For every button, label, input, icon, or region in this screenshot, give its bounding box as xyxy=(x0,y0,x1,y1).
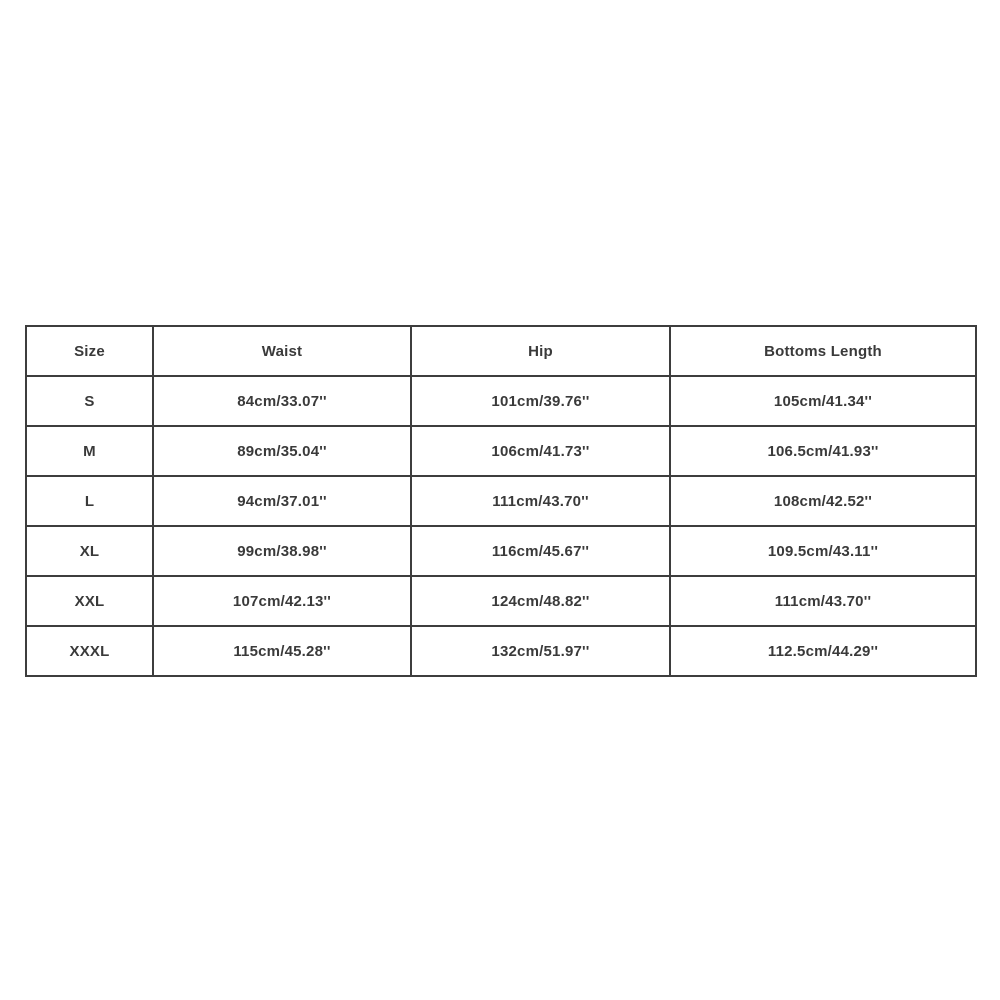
size-chart xyxy=(25,325,975,675)
table-row-s xyxy=(26,376,976,426)
waist-value: 99cm/38.98'' xyxy=(153,526,411,576)
table-row-l xyxy=(26,476,976,526)
column-header-bottoms-length: Bottoms Length xyxy=(670,326,976,376)
hip-value: 132cm/51.97'' xyxy=(411,626,670,676)
column-header-waist: Waist xyxy=(153,326,411,376)
bottoms-length-value: 111cm/43.70'' xyxy=(670,576,976,626)
table-row-xxl xyxy=(26,576,976,626)
size-label: XXXL xyxy=(26,626,153,676)
header-row xyxy=(26,326,976,376)
table-row-xl xyxy=(26,526,976,576)
table-row-m xyxy=(26,426,976,476)
hip-value: 116cm/45.67'' xyxy=(411,526,670,576)
bottoms-length-value: 105cm/41.34'' xyxy=(670,376,976,426)
waist-value: 94cm/37.01'' xyxy=(153,476,411,526)
size-label: L xyxy=(26,476,153,526)
bottoms-length-value: 109.5cm/43.11'' xyxy=(670,526,976,576)
waist-value: 84cm/33.07'' xyxy=(153,376,411,426)
size-chart-table xyxy=(25,325,977,677)
size-chart-body xyxy=(26,376,976,676)
size-chart-header xyxy=(26,326,976,376)
waist-value: 115cm/45.28'' xyxy=(153,626,411,676)
size-label: XL xyxy=(26,526,153,576)
hip-value: 101cm/39.76'' xyxy=(411,376,670,426)
size-label: S xyxy=(26,376,153,426)
bottoms-length-value: 108cm/42.52'' xyxy=(670,476,976,526)
hip-value: 124cm/48.82'' xyxy=(411,576,670,626)
size-label: XXL xyxy=(26,576,153,626)
waist-value: 107cm/42.13'' xyxy=(153,576,411,626)
table-row-xxxl xyxy=(26,626,976,676)
waist-value: 89cm/35.04'' xyxy=(153,426,411,476)
hip-value: 111cm/43.70'' xyxy=(411,476,670,526)
hip-value: 106cm/41.73'' xyxy=(411,426,670,476)
column-header-hip: Hip xyxy=(411,326,670,376)
column-header-size: Size xyxy=(26,326,153,376)
size-label: M xyxy=(26,426,153,476)
bottoms-length-value: 106.5cm/41.93'' xyxy=(670,426,976,476)
bottoms-length-value: 112.5cm/44.29'' xyxy=(670,626,976,676)
